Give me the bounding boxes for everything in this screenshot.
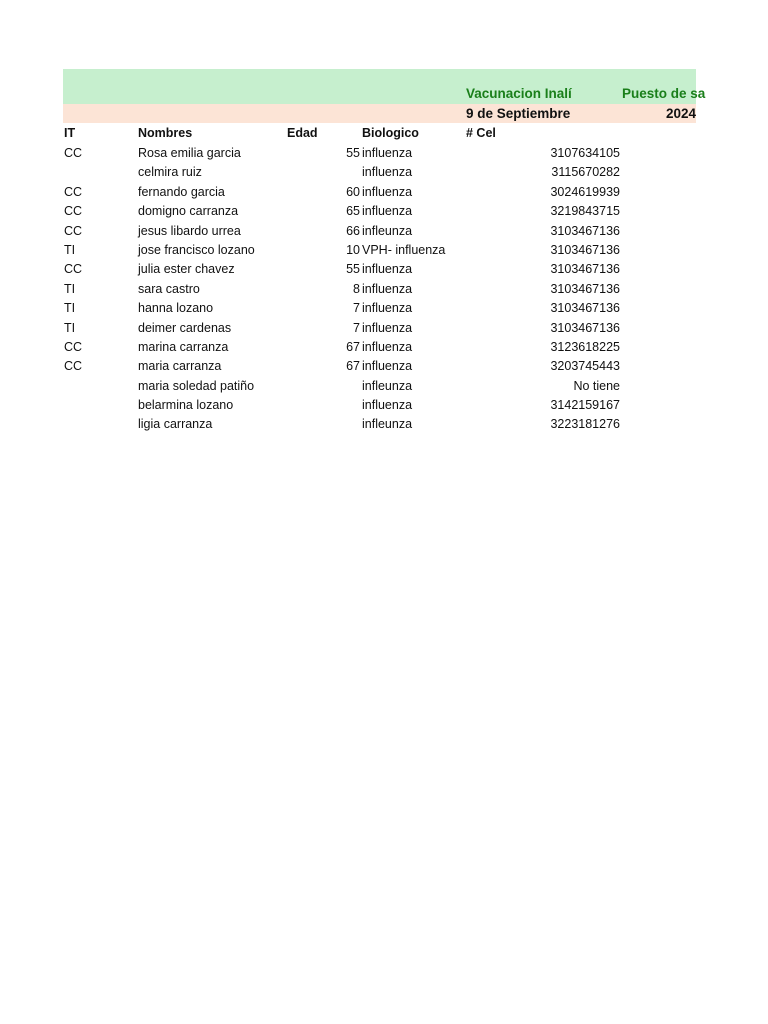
- spreadsheet-page: [63, 69, 706, 449]
- cell-it: CC: [64, 204, 83, 219]
- cell-it: CC: [64, 339, 83, 354]
- cell-biologico: influenza: [362, 339, 413, 354]
- cell-it: CC: [64, 146, 83, 160]
- cell-edad: 60: [346, 184, 360, 199]
- cell-cel: 3103467136: [550, 242, 620, 257]
- cell-nombre: deimer cardenas: [138, 320, 232, 335]
- cell-nombre: ligia carranza: [138, 417, 213, 432]
- cell-nombre: Rosa emilia garcia: [138, 146, 241, 160]
- cell-it: TI: [64, 281, 76, 296]
- cell-cel: 3103467136: [550, 320, 620, 335]
- cell-edad: 67: [346, 359, 360, 374]
- cell-edad: 7: [353, 320, 360, 335]
- header-it: IT: [64, 126, 76, 140]
- table-row: [63, 357, 696, 376]
- cell-nombre: sara castro: [138, 281, 200, 296]
- cell-cel: 3024619939: [550, 184, 620, 199]
- sheet-title: Vacunacion Inalí: [466, 86, 572, 101]
- header-nombres: Nombres: [138, 126, 193, 140]
- cell-cel: No tiene: [573, 378, 620, 393]
- cell-edad: 67: [346, 339, 360, 354]
- table-row: [63, 202, 696, 221]
- cell-biologico: influenza: [362, 320, 413, 335]
- cell-biologico: influenza: [362, 146, 413, 160]
- cell-it: CC: [64, 262, 83, 277]
- cell-biologico: infleunza: [362, 223, 413, 238]
- cell-cel: 3219843715: [550, 204, 620, 219]
- cell-it: TI: [64, 301, 76, 316]
- data-rows: [63, 144, 696, 435]
- cell-cel: 3123618225: [550, 339, 620, 354]
- cell-nombre: fernando garcia: [138, 184, 225, 199]
- table-row: [63, 377, 696, 396]
- table-row: [63, 163, 696, 182]
- cell-biologico: influenza: [362, 281, 413, 296]
- cell-cel: 3142159167: [550, 398, 620, 413]
- cell-nombre: julia ester chavez: [138, 262, 235, 277]
- cell-it: TI: [64, 320, 76, 335]
- cell-nombre: jose francisco lozano: [138, 242, 255, 257]
- header-biologico: Biologico: [362, 126, 419, 140]
- cell-nombre: celmira ruiz: [138, 165, 202, 180]
- table-row: [63, 222, 696, 241]
- cell-edad: 55: [346, 262, 360, 277]
- date-band: [63, 104, 696, 123]
- cell-cel: 3103467136: [550, 262, 620, 277]
- cell-biologico: influenza: [362, 184, 413, 199]
- header-edad: Edad: [287, 126, 318, 140]
- table-row: [63, 415, 696, 434]
- title-band: [63, 69, 696, 104]
- table-row: [63, 396, 696, 415]
- cell-cel: 3107634105: [550, 146, 620, 160]
- cell-biologico: influenza: [362, 165, 413, 180]
- cell-edad: 8: [353, 281, 360, 296]
- cell-biologico: influenza: [362, 359, 413, 374]
- cell-biologico: influenza: [362, 301, 413, 316]
- vaccination-date: 9 de Septiembre: [466, 106, 571, 121]
- table-row: [63, 241, 696, 260]
- cell-cel: 3103467136: [550, 281, 620, 296]
- cell-edad: 65: [346, 204, 360, 219]
- cell-nombre: maria carranza: [138, 359, 222, 374]
- cell-cel: 3115670282: [551, 165, 620, 180]
- cell-nombre: domigno carranza: [138, 204, 239, 219]
- cell-nombre: hanna lozano: [138, 301, 214, 316]
- cell-biologico: influenza: [362, 398, 413, 413]
- cell-it: TI: [64, 242, 76, 257]
- table-row: [63, 183, 696, 202]
- cell-biologico: influenza: [362, 204, 413, 219]
- table-row: [63, 144, 696, 163]
- table-row: [63, 280, 696, 299]
- cell-biologico: VPH- influenza: [362, 242, 446, 257]
- cell-biologico: influenza: [362, 262, 413, 277]
- header-cel: # Cel: [466, 126, 496, 140]
- cell-it: CC: [64, 184, 83, 199]
- cell-cel: 3223181276: [550, 417, 620, 432]
- place-title: Puesto de sa: [622, 86, 706, 101]
- cell-it: CC: [64, 223, 83, 238]
- cell-nombre: belarmina lozano: [138, 398, 234, 413]
- cell-biologico: infleunza: [362, 378, 413, 393]
- cell-cel: 3103467136: [550, 223, 620, 238]
- cell-edad: 7: [353, 301, 360, 316]
- table-row: [63, 299, 696, 318]
- vaccination-year: 2024: [665, 106, 696, 121]
- cell-edad: 55: [346, 146, 360, 160]
- cell-cel: 3103467136: [550, 301, 620, 316]
- table-row: [63, 338, 696, 357]
- cell-biologico: infleunza: [362, 417, 413, 432]
- cell-edad: 66: [346, 223, 360, 238]
- table-row: [63, 260, 696, 279]
- cell-nombre: marina carranza: [138, 339, 229, 354]
- cell-nombre: jesus libardo urrea: [138, 223, 241, 238]
- cell-nombre: maria soledad patiño: [138, 378, 255, 393]
- cell-it: CC: [64, 359, 83, 374]
- table-row: [63, 319, 696, 338]
- cell-edad: 10: [346, 242, 360, 257]
- cell-cel: 3203745443: [550, 359, 620, 374]
